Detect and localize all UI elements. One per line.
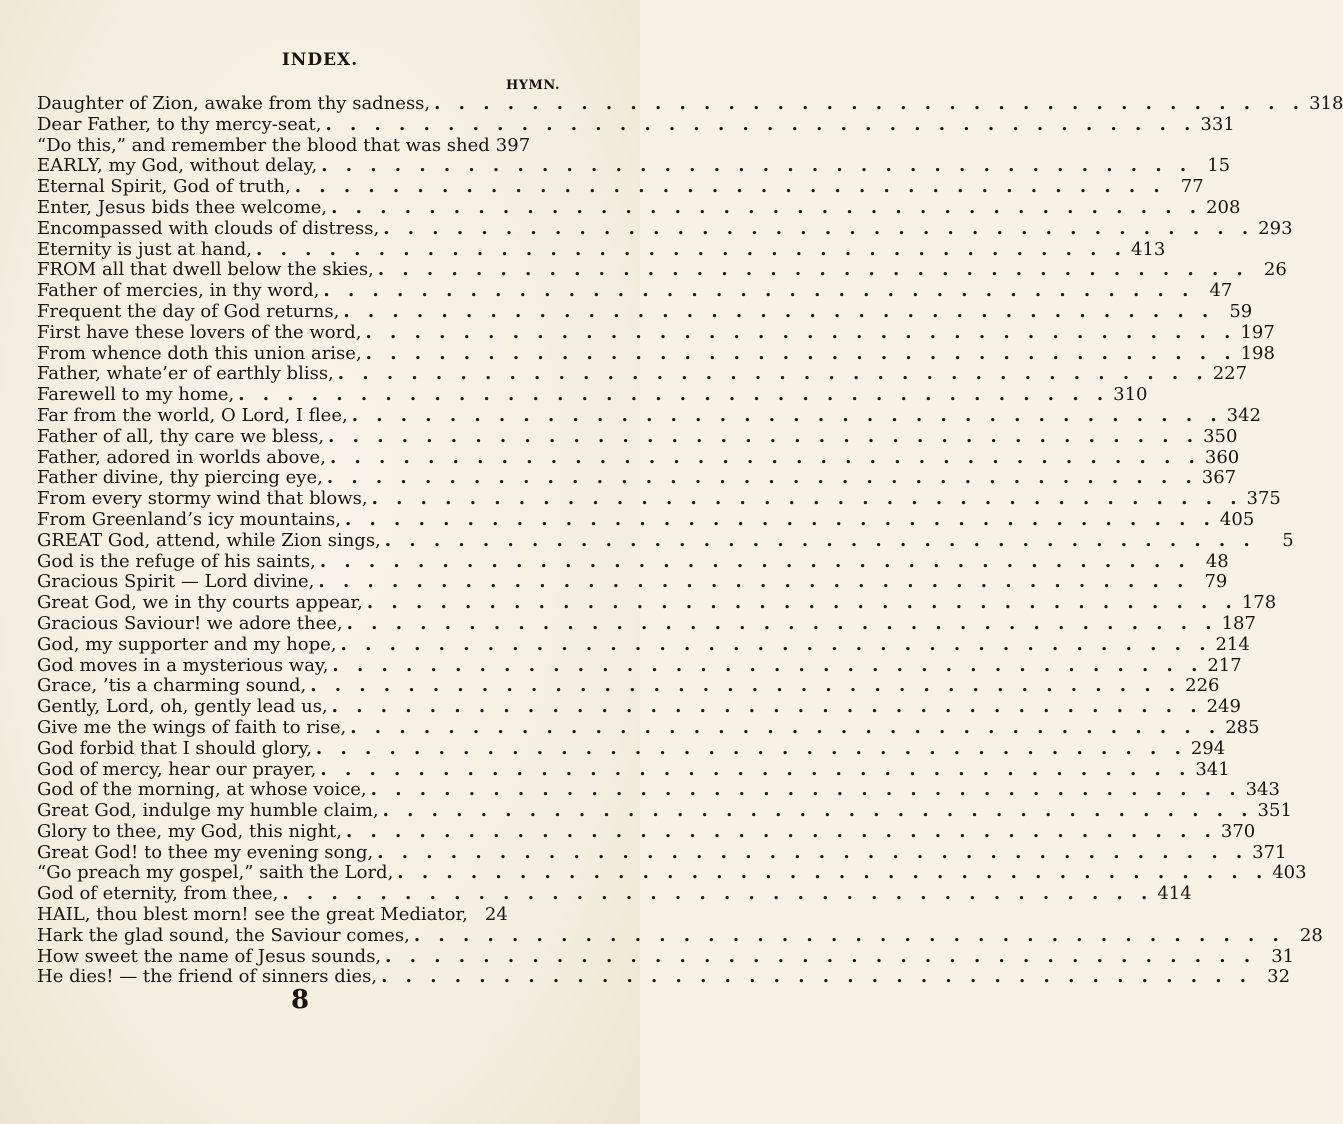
entry-first-line: “Do this,” and remember the blood that was shed bbox=[37, 134, 490, 156]
leader-dots bbox=[381, 947, 1256, 968]
entry-first-line: Enter, Jesus bids thee welcome, bbox=[37, 196, 328, 218]
entry-hymn-number: 59 bbox=[1229, 300, 1253, 322]
entry-first-line: Gracious Spirit — Lord divine, bbox=[37, 571, 315, 593]
entry-hymn-number: 198 bbox=[1240, 342, 1275, 364]
entry-first-line: Grace, ’tis a charming sound, bbox=[37, 675, 307, 697]
entry-hymn-number: 249 bbox=[1206, 696, 1241, 718]
entry-first-line: HAIL, thou blest morn! see the great Mediator, bbox=[37, 904, 468, 926]
entry-hymn-number: 405 bbox=[1219, 508, 1255, 530]
entry-hymn-number: 341 bbox=[1195, 758, 1230, 780]
entry-hymn-number: 397 bbox=[495, 134, 531, 156]
entry-hymn-number: 350 bbox=[1203, 425, 1238, 447]
entry-first-line: Father, whate’er of earthly bliss, bbox=[37, 363, 334, 385]
entry-hymn-number: 293 bbox=[1258, 217, 1293, 239]
entry-first-line: Eternal Spirit, God of truth, bbox=[37, 176, 291, 198]
index-entry bbox=[37, 571, 1228, 593]
entry-hymn-number: 367 bbox=[1201, 467, 1237, 489]
leader-dots bbox=[410, 926, 1285, 947]
index-entry bbox=[37, 280, 1233, 302]
leader-dots bbox=[346, 718, 1221, 739]
entry-hymn-number: 47 bbox=[1209, 280, 1233, 302]
entry-first-line: From whence doth this union arise, bbox=[37, 342, 362, 364]
entry-hymn-number: 48 bbox=[1205, 550, 1229, 572]
entry-first-line: Father, adored in worlds above, bbox=[37, 446, 326, 468]
leader-dots bbox=[362, 344, 1237, 365]
entry-hymn-number: 28 bbox=[1299, 924, 1323, 946]
entry-first-line: Dear Father, to thy mercy-seat, bbox=[37, 113, 322, 135]
entry-hymn-number: 187 bbox=[1221, 612, 1256, 634]
index-entry bbox=[37, 675, 1220, 697]
leader-dots bbox=[291, 177, 1166, 198]
entry-first-line: God moves in a mysterious way, bbox=[37, 654, 329, 676]
entry-hymn-number: 178 bbox=[1241, 592, 1277, 614]
index-entry bbox=[37, 633, 1250, 656]
entry-first-line: Encompassed with clouds of distress, bbox=[37, 217, 380, 239]
leader-dots bbox=[430, 94, 1305, 115]
index-entry bbox=[37, 696, 1241, 718]
entry-first-line: EARLY, my God, without delay, bbox=[37, 155, 318, 177]
index-entry bbox=[37, 300, 1253, 323]
leader-dots bbox=[343, 614, 1218, 635]
index-entry bbox=[37, 217, 1293, 240]
index-entry bbox=[37, 592, 1277, 614]
entry-first-line: GREAT God, attend, while Zion sings, bbox=[37, 529, 381, 551]
index-entry bbox=[37, 841, 1287, 864]
entry-first-line: God, my supporter and my hope, bbox=[37, 633, 337, 655]
index-entry bbox=[37, 654, 1242, 677]
index-entry bbox=[37, 883, 1192, 905]
entry-first-line: Hark the glad sound, the Saviour comes, bbox=[37, 924, 410, 946]
entry-first-line: He dies! — the friend of sinners dies, bbox=[37, 966, 378, 988]
entry-hymn-number: 24 bbox=[484, 904, 508, 926]
entry-hymn-number: 414 bbox=[1157, 883, 1192, 905]
entry-first-line: Great God, indulge my humble claim, bbox=[37, 800, 379, 822]
leader-dots bbox=[328, 697, 1203, 718]
entry-first-line: God of eternity, from thee, bbox=[37, 883, 279, 905]
index-entry bbox=[37, 508, 1255, 531]
entry-hymn-number: 310 bbox=[1113, 384, 1148, 406]
index-entry bbox=[37, 716, 1260, 739]
entry-hymn-number: 294 bbox=[1190, 737, 1226, 759]
entry-first-line: From Greenland’s icy mountains, bbox=[37, 508, 341, 530]
leader-dots bbox=[314, 572, 1189, 593]
page-number: 8 bbox=[290, 985, 310, 1015]
entry-hymn-number: 413 bbox=[1130, 238, 1166, 260]
entry-hymn-number: 403 bbox=[1272, 862, 1307, 884]
index-entry bbox=[37, 321, 1275, 344]
entry-hymn-number: 343 bbox=[1245, 779, 1280, 801]
entry-first-line: Glory to thee, my God, this night, bbox=[37, 820, 342, 842]
entry-first-line: Farewell to my home, bbox=[37, 384, 235, 406]
entry-hymn-number: 318 bbox=[1309, 93, 1343, 114]
index-entry bbox=[37, 862, 1307, 884]
leader-dots bbox=[319, 281, 1194, 302]
index-entry bbox=[37, 820, 1256, 843]
leader-dots bbox=[337, 635, 1212, 656]
index-entry bbox=[37, 363, 1248, 385]
entry-hymn-number: 360 bbox=[1204, 446, 1240, 468]
index-entry bbox=[37, 800, 1292, 822]
entry-first-line: FROM all that dwell below the skies, bbox=[37, 259, 374, 281]
index-entry bbox=[37, 425, 1238, 448]
leader-dots bbox=[373, 843, 1248, 864]
entry-first-line: Great God! to thee my evening song, bbox=[37, 841, 374, 863]
leader-dots bbox=[334, 364, 1209, 385]
entry-first-line: Father divine, thy piercing eye, bbox=[37, 467, 323, 489]
page-title: INDEX. bbox=[281, 50, 359, 70]
entry-first-line: First have these lovers of the word, bbox=[37, 321, 362, 343]
entry-hymn-number: 227 bbox=[1212, 363, 1248, 385]
entry-hymn-number: 208 bbox=[1206, 196, 1241, 218]
index-entry bbox=[37, 404, 1261, 427]
index-list bbox=[37, 93, 1343, 988]
leader-dots bbox=[323, 468, 1198, 489]
entry-hymn-number: 197 bbox=[1240, 321, 1275, 343]
leader-dots bbox=[306, 676, 1181, 697]
leader-dots bbox=[316, 760, 1191, 781]
entry-first-line: “Go preach my gospel,” saith the Lord, bbox=[37, 862, 394, 884]
entry-first-line: Father of all, thy care we bless, bbox=[37, 425, 325, 447]
index-entry bbox=[37, 488, 1281, 510]
leader-dots bbox=[348, 406, 1223, 427]
entry-hymn-number: 31 bbox=[1271, 945, 1295, 967]
index-entry bbox=[37, 93, 1343, 115]
index-entry bbox=[37, 779, 1280, 801]
entry-first-line: Gently, Lord, oh, gently lead us, bbox=[37, 696, 328, 718]
entry-first-line: Father of mercies, in thy word, bbox=[37, 280, 320, 302]
leader-dots bbox=[234, 385, 1109, 406]
entry-first-line: Daughter of Zion, awake from thy sadness, bbox=[37, 93, 431, 114]
entry-first-line: God forbid that I should glory, bbox=[37, 737, 312, 759]
index-entry bbox=[37, 529, 1294, 552]
index-entry bbox=[37, 737, 1226, 760]
entry-hymn-number: 226 bbox=[1185, 675, 1220, 697]
leader-dots bbox=[316, 552, 1191, 573]
entry-first-line: How sweet the name of Jesus sounds, bbox=[37, 945, 382, 967]
index-entry bbox=[37, 342, 1275, 365]
entry-hymn-number: 79 bbox=[1204, 571, 1228, 593]
entry-hymn-number: 371 bbox=[1252, 841, 1287, 863]
leader-dots bbox=[317, 156, 1192, 177]
leader-dots bbox=[252, 240, 1127, 261]
entry-hymn-number: 32 bbox=[1267, 966, 1291, 988]
index-entry bbox=[37, 238, 1166, 261]
index-entry bbox=[37, 467, 1237, 489]
index-entry bbox=[37, 612, 1256, 635]
index-entry bbox=[37, 196, 1241, 219]
entry-first-line: Give me the wings of faith to rise, bbox=[37, 716, 347, 738]
entry-hymn-number: 26 bbox=[1263, 259, 1287, 281]
leader-dots bbox=[312, 739, 1187, 760]
index-entry bbox=[37, 758, 1230, 781]
entry-first-line: From every stormy wind that blows, bbox=[37, 488, 368, 510]
entry-first-line: God is the refuge of his saints, bbox=[37, 550, 316, 572]
entry-hymn-number: 370 bbox=[1220, 820, 1256, 842]
entry-hymn-number: 331 bbox=[1200, 113, 1235, 135]
entry-hymn-number: 15 bbox=[1207, 155, 1231, 177]
entry-hymn-number: 351 bbox=[1257, 800, 1292, 822]
entry-hymn-number: 5 bbox=[1282, 529, 1294, 551]
leader-dots bbox=[278, 884, 1153, 905]
leader-dots bbox=[342, 822, 1217, 843]
entry-first-line: God of mercy, hear our prayer, bbox=[37, 758, 317, 780]
index-entry bbox=[37, 550, 1229, 573]
entry-first-line: Eternity is just at hand, bbox=[37, 238, 253, 260]
index-entry bbox=[37, 259, 1287, 281]
index-entry bbox=[37, 905, 561, 926]
leader-dots bbox=[367, 780, 1242, 801]
leader-dots bbox=[393, 863, 1268, 884]
leader-dots bbox=[341, 510, 1216, 531]
leader-dots bbox=[379, 219, 1254, 240]
entry-first-line: God of the morning, at whose voice, bbox=[37, 779, 367, 801]
index-entry bbox=[37, 155, 1231, 177]
leader-dots bbox=[381, 531, 1256, 552]
leader-dots bbox=[363, 593, 1238, 614]
index-entry bbox=[37, 945, 1295, 968]
index-entry bbox=[37, 384, 1148, 406]
leader-dots bbox=[374, 260, 1249, 281]
entry-first-line: Frequent the day of God returns, bbox=[37, 300, 340, 322]
index-entry bbox=[37, 176, 1204, 198]
entry-first-line: Gracious Saviour! we adore thee, bbox=[37, 612, 343, 634]
leader-dots bbox=[324, 427, 1199, 448]
leader-dots bbox=[368, 489, 1243, 510]
entry-hymn-number: 342 bbox=[1226, 404, 1261, 426]
entry-hymn-number: 375 bbox=[1246, 488, 1281, 510]
leader-dots bbox=[321, 115, 1196, 136]
leader-dots bbox=[339, 302, 1214, 323]
leader-dots bbox=[379, 801, 1254, 822]
index-entry bbox=[37, 136, 561, 157]
index-entry bbox=[37, 113, 1235, 136]
leader-dots bbox=[327, 198, 1202, 219]
entry-first-line: Far from the world, O Lord, I flee, bbox=[37, 404, 348, 426]
entry-hymn-number: 285 bbox=[1225, 716, 1260, 738]
entry-first-line: Great God, we in thy courts appear, bbox=[37, 592, 363, 614]
leader-dots bbox=[326, 448, 1201, 469]
index-entry bbox=[37, 446, 1240, 469]
hymn-column-heading: HYMN. bbox=[505, 78, 560, 93]
entry-hymn-number: 217 bbox=[1207, 654, 1242, 676]
entry-hymn-number: 214 bbox=[1215, 633, 1250, 655]
index-entry bbox=[37, 924, 1323, 947]
leader-dots bbox=[328, 656, 1203, 677]
entry-hymn-number: 77 bbox=[1180, 176, 1204, 198]
leader-dots bbox=[362, 323, 1237, 344]
